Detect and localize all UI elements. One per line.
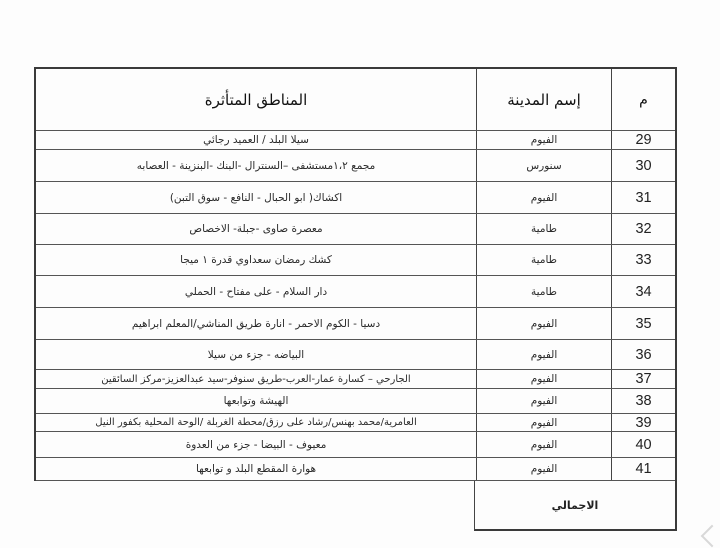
row-areas: الجارحي – كسارة عمار-العرب-طريق سنوفر-سيد عبدالعزيز-مركز السائقين <box>101 373 411 385</box>
row-number: 35 <box>635 315 652 332</box>
row-number: 38 <box>635 393 652 409</box>
row-city: طامية <box>476 276 612 307</box>
row-number: 37 <box>635 371 652 387</box>
row-areas: سيلا البلد / العميد رجائي <box>203 134 309 146</box>
table-row <box>36 150 675 182</box>
table-header-row <box>36 69 675 131</box>
row-city: طامية <box>476 214 612 244</box>
table-row <box>36 308 675 340</box>
header-number: م <box>639 91 648 108</box>
table-row <box>36 432 675 458</box>
row-areas: الهيشة وتوابعها <box>223 395 289 407</box>
table-row <box>36 458 675 481</box>
table-row <box>36 182 675 214</box>
row-number: 41 <box>635 461 652 477</box>
total-label: الاجمالي <box>551 498 599 512</box>
row-city: الفيوم <box>476 182 612 213</box>
row-number: 34 <box>635 283 652 300</box>
row-city: الفيوم <box>476 340 612 369</box>
table-row <box>36 414 675 432</box>
row-number: 36 <box>635 346 652 363</box>
row-number: 30 <box>635 157 652 174</box>
row-areas: العامرية/محمد بهنس/رشاد على رزق/محطة الغربلة /الوحة المحلية بكفور النيل <box>95 417 417 428</box>
row-areas: كشك رمضان سعداوي قدرة ١ ميجا <box>180 254 332 266</box>
row-areas: هوارة المقطع البلد و توابعها <box>195 463 317 475</box>
table-row <box>36 131 675 150</box>
row-city: طامية <box>476 245 612 275</box>
table-row <box>36 370 675 389</box>
row-number: 32 <box>635 221 652 237</box>
header-affected-areas: المناطق المتأثرة <box>204 90 308 109</box>
table-row <box>36 340 675 370</box>
row-city: الفيوم <box>476 370 612 388</box>
row-city: سنورس <box>476 150 612 181</box>
page-corner-mark-icon <box>701 525 720 548</box>
affected-areas-table <box>34 67 677 481</box>
row-areas: البياضه - جزء من سيلا <box>207 348 305 361</box>
total-cell <box>474 481 677 531</box>
row-areas: مجمع ١،٢مستشفى –السنترال -البنك -البنزينة - العصابه <box>136 159 376 172</box>
row-areas: اكشاك( ابو الحبال - النافع - سوق التبن) <box>169 191 343 204</box>
row-city: الفيوم <box>476 389 612 413</box>
row-city: الفيوم <box>476 432 612 457</box>
row-areas: معيوف - البيضا - جزء من العدوة <box>185 438 327 451</box>
table-row <box>36 245 675 276</box>
row-city: الفيوم <box>476 131 612 149</box>
table-row <box>36 389 675 414</box>
row-city: الفيوم <box>476 308 612 339</box>
table-row <box>36 214 675 245</box>
row-city: الفيوم <box>476 458 612 480</box>
row-number: 33 <box>635 252 652 268</box>
row-number: 40 <box>635 436 652 453</box>
row-number: 29 <box>635 132 652 148</box>
row-areas: معصرة صاوى -جبلة- الاخصاص <box>189 223 323 235</box>
row-city: الفيوم <box>476 414 612 431</box>
row-number: 39 <box>635 414 652 431</box>
table-row <box>36 276 675 308</box>
row-number: 31 <box>635 189 652 206</box>
row-areas: دسيا - الكوم الاحمر - انارة طريق المناشي/المعلم ابراهيم <box>131 317 381 330</box>
header-city-name: إسم المدينة <box>476 69 612 130</box>
row-areas: دار السلام - على مفتاح - الحملي <box>184 285 328 298</box>
